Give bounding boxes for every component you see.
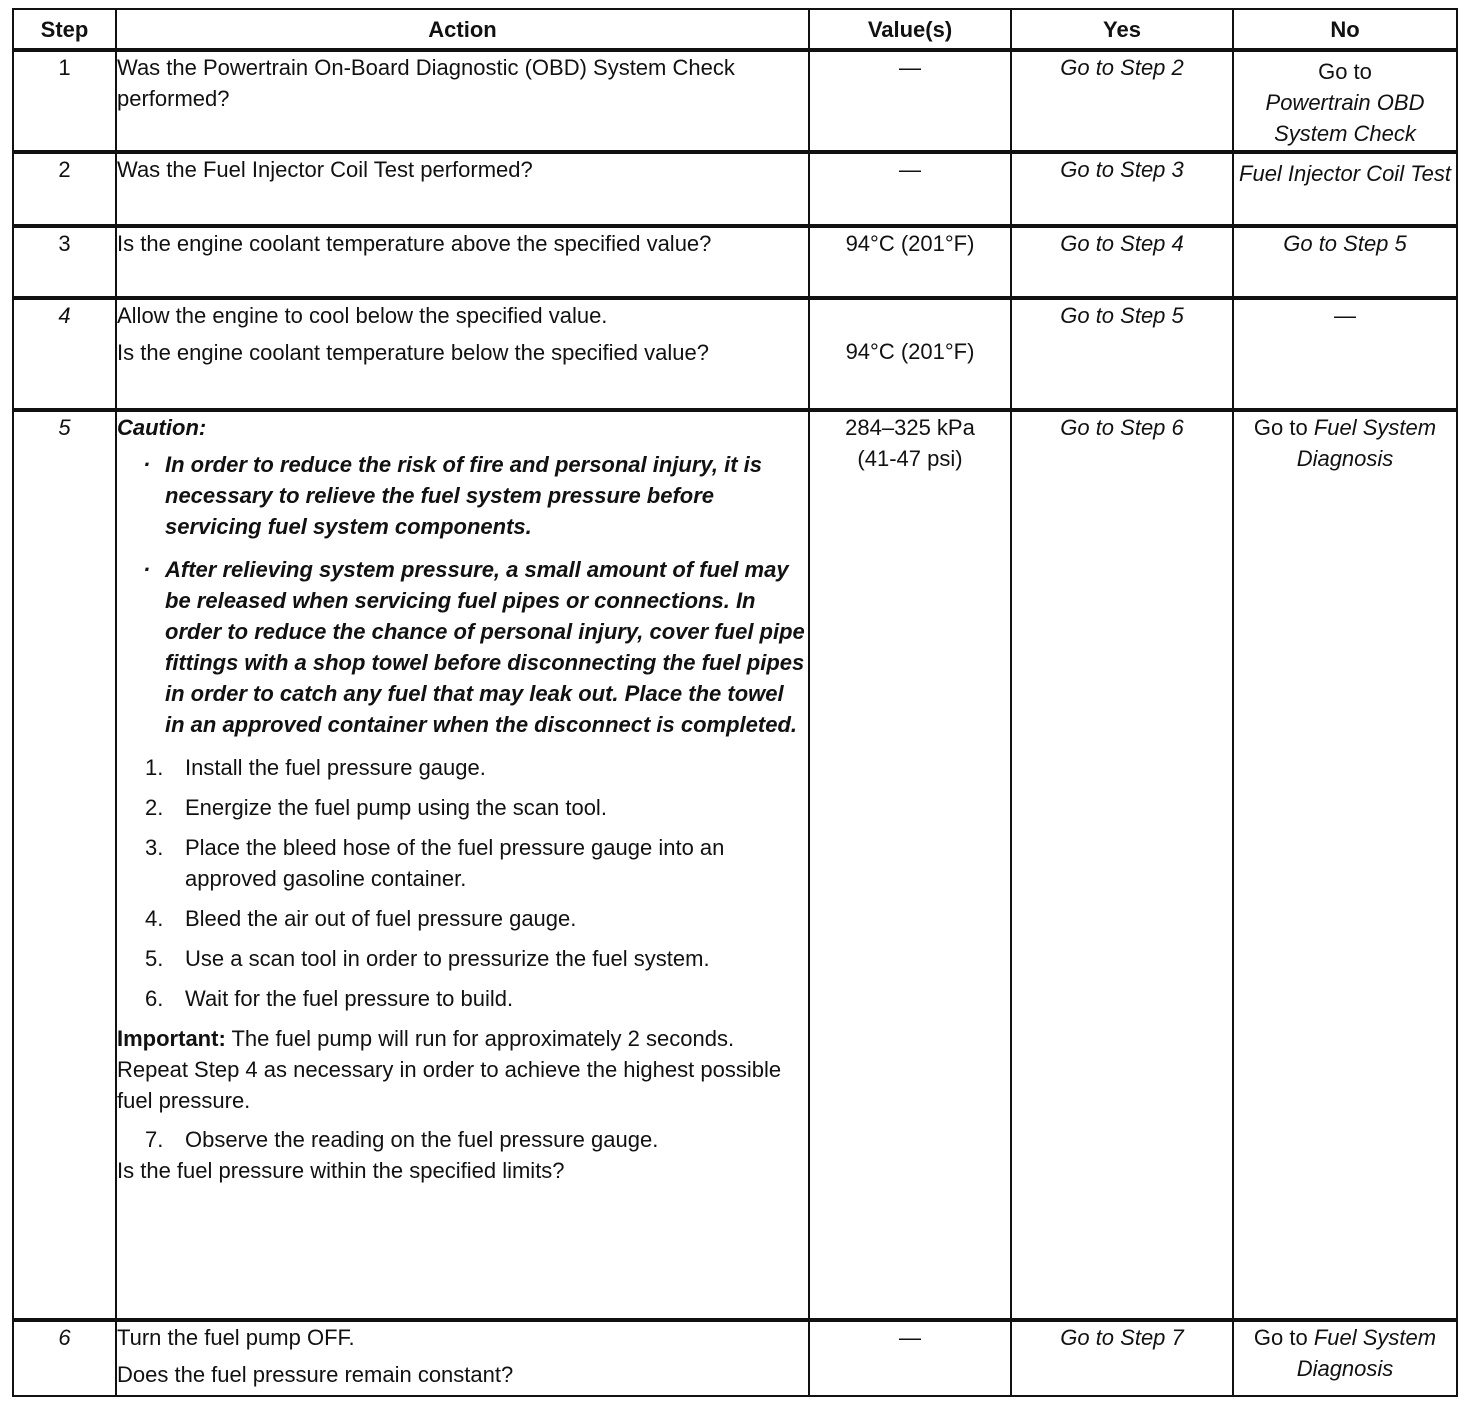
action-text: Was the Powertrain On-Board Diagnostic (OBD) System Check performed? — [117, 55, 735, 111]
no-link[interactable]: Fuel System Diagnosis — [1296, 415, 1437, 471]
action-text: Allow the engine to cool below the specified value. — [117, 303, 608, 328]
header-action: Action — [116, 9, 809, 50]
value-cell: 94°C (201°F) — [809, 298, 1011, 410]
caution-item: · After relieving system pressure, a small amount of fuel may be released when servicing fuel pipes or connections. In order to reduce the chance of personal injury, cover fuel pipe fittings with a shop towel before disconnecting the fuel pipes in order to catch any fuel that may leak out. Place the towel in an approved container when the disconnect is completed. — [165, 554, 808, 740]
table-row-step-1 — [13, 50, 1457, 152]
no-link[interactable]: Go to Step 5 — [1233, 226, 1457, 298]
procedure-step: 3. Place the bleed hose of the fuel pressure gauge into an approved gasoline container. — [145, 835, 725, 891]
value-cell: — — [809, 50, 1011, 152]
header-yes: Yes — [1011, 9, 1233, 50]
no-cell[interactable] — [1233, 50, 1457, 152]
procedure-step: 7. Observe the reading on the fuel pressure gauge. — [145, 1127, 659, 1152]
value-cell: 284–325 kPa (41-47 psi) — [809, 410, 1011, 1320]
no-cell[interactable] — [1233, 410, 1457, 1320]
procedure-step: 5. Use a scan tool in order to pressurize the fuel system. — [145, 946, 710, 971]
yes-link[interactable]: Go to Step 3 — [1011, 152, 1233, 226]
table-row-step-5 — [13, 410, 1457, 1320]
procedure-step: 6. Wait for the fuel pressure to build. — [145, 986, 514, 1011]
no-link[interactable]: Fuel System Diagnosis — [1296, 1325, 1437, 1381]
no-link[interactable]: Powertrain OBD System Check — [1265, 90, 1425, 146]
action-question: Is the engine coolant temperature below the specified value? — [117, 340, 709, 365]
no-prefix: Go to — [1318, 59, 1372, 84]
table-row-step-6 — [13, 1320, 1457, 1396]
no-prefix: Go to — [1253, 1325, 1308, 1350]
step-number: 1 — [13, 50, 116, 152]
step-number: 2 — [13, 152, 116, 226]
yes-link[interactable]: Go to Step 7 — [1011, 1320, 1233, 1396]
value-cell: 94°C (201°F) — [809, 226, 1011, 298]
diagnostic-table — [12, 8, 1458, 1397]
no-prefix: Go to — [1253, 415, 1308, 440]
yes-link[interactable]: Go to Step 5 — [1011, 298, 1233, 410]
step-number: 3 — [13, 226, 116, 298]
value-cell: — — [809, 1320, 1011, 1396]
header-no: No — [1233, 9, 1457, 50]
caution-item: · In order to reduce the risk of fire and personal injury, it is necessary to relieve the fuel system pressure before servicing fuel system components. — [165, 449, 808, 542]
yes-link[interactable]: Go to Step 4 — [1011, 226, 1233, 298]
action-text: Was the Fuel Injector Coil Test performed? — [117, 157, 533, 182]
procedure-list — [117, 752, 808, 1014]
action-question: Is the fuel pressure within the specified limits? — [117, 1158, 565, 1183]
caution-list — [117, 449, 808, 740]
procedure-list-final — [117, 1124, 808, 1155]
action-text: Turn the fuel pump OFF. — [117, 1325, 355, 1350]
no-cell[interactable] — [1233, 1320, 1457, 1396]
header-values: Value(s) — [809, 9, 1011, 50]
yes-link[interactable]: Go to Step 2 — [1011, 50, 1233, 152]
yes-link[interactable]: Go to Step 6 — [1011, 410, 1233, 1320]
important-note: Important: The fuel pump will run for approximately 2 seconds. Repeat Step 4 as necessary in order to achieve the highest possible fuel pressure. — [117, 1026, 782, 1113]
action-question: Does the fuel pressure remain constant? — [117, 1362, 514, 1387]
procedure-step: 1. Install the fuel pressure gauge. — [145, 755, 486, 780]
table-row-step-4 — [13, 298, 1457, 410]
value-cell: — — [809, 152, 1011, 226]
caution-title: Caution: — [117, 415, 207, 440]
action-text: Is the engine coolant temperature above the specified value? — [117, 231, 712, 256]
procedure-step: 4. Bleed the air out of fuel pressure gauge. — [145, 906, 577, 931]
no-cell: — — [1233, 298, 1457, 410]
procedure-step: 2. Energize the fuel pump using the scan tool. — [145, 795, 607, 820]
table-row-step-3 — [13, 226, 1457, 298]
step-number: 6 — [13, 1320, 116, 1396]
no-link[interactable]: Fuel Injector Coil Test — [1233, 152, 1457, 226]
header-row — [13, 9, 1457, 50]
header-step: Step — [13, 9, 116, 50]
step-number: 4 — [13, 298, 116, 410]
table-row-step-2 — [13, 152, 1457, 226]
step-number: 5 — [13, 410, 116, 1320]
